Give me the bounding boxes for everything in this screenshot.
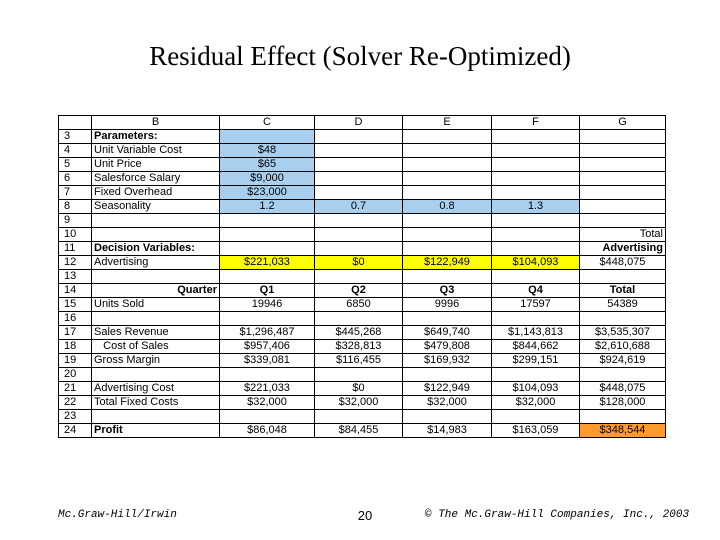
row-number[interactable]: 9 <box>59 214 92 228</box>
cell-d[interactable] <box>315 214 403 228</box>
cell-g[interactable] <box>580 130 666 144</box>
cell-e[interactable] <box>403 214 492 228</box>
cell-f[interactable] <box>492 242 580 256</box>
cell-d[interactable] <box>315 312 403 326</box>
cell-f[interactable]: $1,143,813 <box>492 326 580 340</box>
row-number[interactable]: 8 <box>59 200 92 214</box>
footer-publisher: Mc.Graw-Hill/Irwin <box>58 509 177 521</box>
table-row <box>59 242 666 256</box>
cell-e[interactable]: 0.8 <box>403 200 492 214</box>
row-number[interactable]: 15 <box>59 298 92 312</box>
column-header-e[interactable]: E <box>403 116 492 130</box>
table-row <box>59 382 666 396</box>
cell-e[interactable] <box>403 312 492 326</box>
row-number[interactable]: 12 <box>59 256 92 270</box>
cell-g[interactable] <box>580 186 666 200</box>
cell-g[interactable]: $924,619 <box>580 354 666 368</box>
cell-g[interactable] <box>580 158 666 172</box>
cell-c[interactable] <box>220 214 315 228</box>
cell-f[interactable] <box>492 130 580 144</box>
cell-f[interactable]: $844,662 <box>492 340 580 354</box>
cell-f[interactable]: $104,093 <box>492 256 580 270</box>
cell-b[interactable] <box>92 368 220 382</box>
row-number[interactable]: 7 <box>59 186 92 200</box>
cell-d[interactable] <box>315 144 403 158</box>
table-row <box>59 354 666 368</box>
cell-e[interactable]: $14,983 <box>403 424 492 438</box>
cell-f[interactable] <box>492 410 580 424</box>
table-row <box>59 368 666 382</box>
cell-c[interactable] <box>220 270 315 284</box>
column-header-g[interactable]: G <box>580 116 666 130</box>
column-header-c[interactable]: C <box>220 116 315 130</box>
spreadsheet-table <box>58 115 666 438</box>
page-number: 20 <box>357 508 373 523</box>
cell-f[interactable]: Q4 <box>492 284 580 298</box>
row-number[interactable]: 11 <box>59 242 92 256</box>
table-row <box>59 144 666 158</box>
table-row <box>59 200 666 214</box>
cell-e[interactable]: 9996 <box>403 298 492 312</box>
cell-b[interactable]: Unit Price <box>92 158 220 172</box>
cell-g[interactable] <box>580 410 666 424</box>
row-number[interactable]: 10 <box>59 228 92 242</box>
cell-b[interactable]: Sales Revenue <box>92 326 220 340</box>
cell-b[interactable]: Fixed Overhead <box>92 186 220 200</box>
row-number[interactable]: 14 <box>59 284 92 298</box>
cell-g[interactable]: $2,610,688 <box>580 340 666 354</box>
cell-b[interactable]: Seasonality <box>92 200 220 214</box>
table-row <box>59 256 666 270</box>
cell-f[interactable] <box>492 368 580 382</box>
cell-b[interactable]: Profit <box>92 424 220 438</box>
cell-b[interactable]: Advertising Cost <box>92 382 220 396</box>
cell-c[interactable]: Q1 <box>220 284 315 298</box>
cell-b[interactable]: Cost of Sales <box>92 340 220 354</box>
cell-c[interactable]: 19946 <box>220 298 315 312</box>
table-row <box>59 186 666 200</box>
column-header-f[interactable]: F <box>492 116 580 130</box>
cell-f[interactable] <box>492 228 580 242</box>
table-row <box>59 298 666 312</box>
row-number[interactable]: 21 <box>59 382 92 396</box>
table-row <box>59 410 666 424</box>
cell-d[interactable] <box>315 242 403 256</box>
cell-e[interactable]: $169,932 <box>403 354 492 368</box>
cell-e[interactable]: Q3 <box>403 284 492 298</box>
cell-d[interactable] <box>315 186 403 200</box>
table-row <box>59 340 666 354</box>
row-number[interactable]: 6 <box>59 172 92 186</box>
row-number[interactable]: 23 <box>59 410 92 424</box>
cell-e[interactable]: $122,949 <box>403 256 492 270</box>
cell-e[interactable] <box>403 144 492 158</box>
table-row <box>59 214 666 228</box>
footer-copyright: © The Mc.Graw-Hill Companies, Inc., 2003 <box>425 509 690 521</box>
cell-e[interactable] <box>403 172 492 186</box>
cell-d[interactable]: $445,268 <box>315 326 403 340</box>
column-header-b[interactable]: B <box>92 116 220 130</box>
cell-g[interactable]: 54389 <box>580 298 666 312</box>
cell-g[interactable] <box>580 368 666 382</box>
cell-f[interactable] <box>492 158 580 172</box>
cell-e[interactable]: $122,949 <box>403 382 492 396</box>
cell-b[interactable]: Gross Margin <box>92 354 220 368</box>
cell-g[interactable]: $348,544 <box>580 424 666 438</box>
cell-f[interactable] <box>492 270 580 284</box>
cell-f[interactable] <box>492 312 580 326</box>
cell-c[interactable] <box>220 242 315 256</box>
cell-c[interactable]: $957,406 <box>220 340 315 354</box>
cell-e[interactable]: $649,740 <box>403 326 492 340</box>
cell-b[interactable] <box>92 312 220 326</box>
cell-e[interactable] <box>403 228 492 242</box>
cell-g[interactable] <box>580 312 666 326</box>
table-row <box>59 424 666 438</box>
cell-g[interactable] <box>580 144 666 158</box>
cell-c[interactable] <box>220 130 315 144</box>
cell-e[interactable]: $479,808 <box>403 340 492 354</box>
cell-b[interactable]: Quarter <box>92 284 220 298</box>
cell-f[interactable] <box>492 186 580 200</box>
cell-c[interactable]: $221,033 <box>220 256 315 270</box>
cell-c[interactable]: $339,081 <box>220 354 315 368</box>
cell-b[interactable] <box>92 228 220 242</box>
table-row <box>59 270 666 284</box>
cell-g[interactable]: Total <box>580 228 666 242</box>
cell-c[interactable]: $221,033 <box>220 382 315 396</box>
cell-g[interactable] <box>580 214 666 228</box>
cell-g[interactable]: $448,075 <box>580 382 666 396</box>
cell-d[interactable]: $32,000 <box>315 396 403 410</box>
cell-d[interactable]: 0.7 <box>315 200 403 214</box>
cell-e[interactable] <box>403 242 492 256</box>
cell-d[interactable] <box>315 158 403 172</box>
cell-d[interactable]: 6850 <box>315 298 403 312</box>
slide-title: Residual Effect (Solver Re-Optimized) <box>149 41 571 71</box>
table-row <box>59 158 666 172</box>
row-number[interactable]: 18 <box>59 340 92 354</box>
cell-d[interactable]: $328,813 <box>315 340 403 354</box>
cell-g[interactable]: $3,535,307 <box>580 326 666 340</box>
cell-d[interactable]: Q2 <box>315 284 403 298</box>
cell-e[interactable] <box>403 186 492 200</box>
cell-b[interactable] <box>92 214 220 228</box>
cell-f[interactable]: $299,151 <box>492 354 580 368</box>
row-number[interactable]: 4 <box>59 144 92 158</box>
cell-e[interactable] <box>403 368 492 382</box>
row-number[interactable]: 19 <box>59 354 92 368</box>
cell-f[interactable]: $32,000 <box>492 396 580 410</box>
cell-b[interactable]: Unit Variable Cost <box>92 144 220 158</box>
cell-c[interactable]: $32,000 <box>220 396 315 410</box>
cell-c[interactable]: $9,000 <box>220 172 315 186</box>
table-row <box>59 326 666 340</box>
cell-d[interactable] <box>315 368 403 382</box>
cell-f[interactable]: $104,093 <box>492 382 580 396</box>
cell-d[interactable]: $0 <box>315 382 403 396</box>
cell-e[interactable] <box>403 158 492 172</box>
cell-g[interactable] <box>580 270 666 284</box>
cell-f[interactable]: 17597 <box>492 298 580 312</box>
cell-c[interactable] <box>220 228 315 242</box>
cell-c[interactable] <box>220 368 315 382</box>
cell-b[interactable]: Total Fixed Costs <box>92 396 220 410</box>
cell-b[interactable] <box>92 410 220 424</box>
cell-d[interactable]: $84,455 <box>315 424 403 438</box>
table-row <box>59 396 666 410</box>
cell-b[interactable]: Salesforce Salary <box>92 172 220 186</box>
cell-g[interactable] <box>580 200 666 214</box>
cell-d[interactable] <box>315 410 403 424</box>
cell-c[interactable]: $1,296,487 <box>220 326 315 340</box>
cell-g[interactable]: $128,000 <box>580 396 666 410</box>
cell-e[interactable] <box>403 410 492 424</box>
cell-f[interactable] <box>492 172 580 186</box>
cell-d[interactable] <box>315 130 403 144</box>
row-number[interactable]: 20 <box>59 368 92 382</box>
cell-g[interactable]: $448,075 <box>580 256 666 270</box>
cell-d[interactable]: $0 <box>315 256 403 270</box>
table-row <box>59 172 666 186</box>
table-row <box>59 130 666 144</box>
cell-e[interactable] <box>403 270 492 284</box>
row-number[interactable]: 17 <box>59 326 92 340</box>
cell-b[interactable]: Advertising <box>92 256 220 270</box>
row-number[interactable]: 3 <box>59 130 92 144</box>
cell-b[interactable]: Parameters: <box>92 130 220 144</box>
cell-g[interactable]: Advertising <box>580 242 666 256</box>
column-header-row <box>59 116 666 130</box>
row-number[interactable]: 13 <box>59 270 92 284</box>
row-number[interactable]: 16 <box>59 312 92 326</box>
cell-c[interactable]: $86,048 <box>220 424 315 438</box>
cell-c[interactable]: $65 <box>220 158 315 172</box>
row-number[interactable]: 24 <box>59 424 92 438</box>
cell-e[interactable]: $32,000 <box>403 396 492 410</box>
column-header-d[interactable]: D <box>315 116 403 130</box>
cell-d[interactable] <box>315 172 403 186</box>
cell-c[interactable] <box>220 312 315 326</box>
table-row <box>59 312 666 326</box>
cell-f[interactable]: $163,059 <box>492 424 580 438</box>
cell-f[interactable] <box>492 214 580 228</box>
row-number[interactable]: 22 <box>59 396 92 410</box>
cell-d[interactable] <box>315 228 403 242</box>
cell-e[interactable] <box>403 130 492 144</box>
cell-c[interactable]: 1.2 <box>220 200 315 214</box>
cell-c[interactable]: $23,000 <box>220 186 315 200</box>
cell-c[interactable]: $48 <box>220 144 315 158</box>
cell-f[interactable] <box>492 144 580 158</box>
corner-cell <box>59 116 92 130</box>
cell-c[interactable] <box>220 410 315 424</box>
cell-g[interactable] <box>580 172 666 186</box>
table-row <box>59 228 666 242</box>
cell-d[interactable] <box>315 270 403 284</box>
cell-f[interactable]: 1.3 <box>492 200 580 214</box>
spreadsheet-body <box>59 130 666 438</box>
cell-b[interactable]: Decision Variables: <box>92 242 220 256</box>
cell-g[interactable]: Total <box>580 284 666 298</box>
cell-d[interactable]: $116,455 <box>315 354 403 368</box>
table-row <box>59 284 666 298</box>
cell-b[interactable]: Units Sold <box>92 298 220 312</box>
row-number[interactable]: 5 <box>59 158 92 172</box>
cell-b[interactable] <box>92 270 220 284</box>
